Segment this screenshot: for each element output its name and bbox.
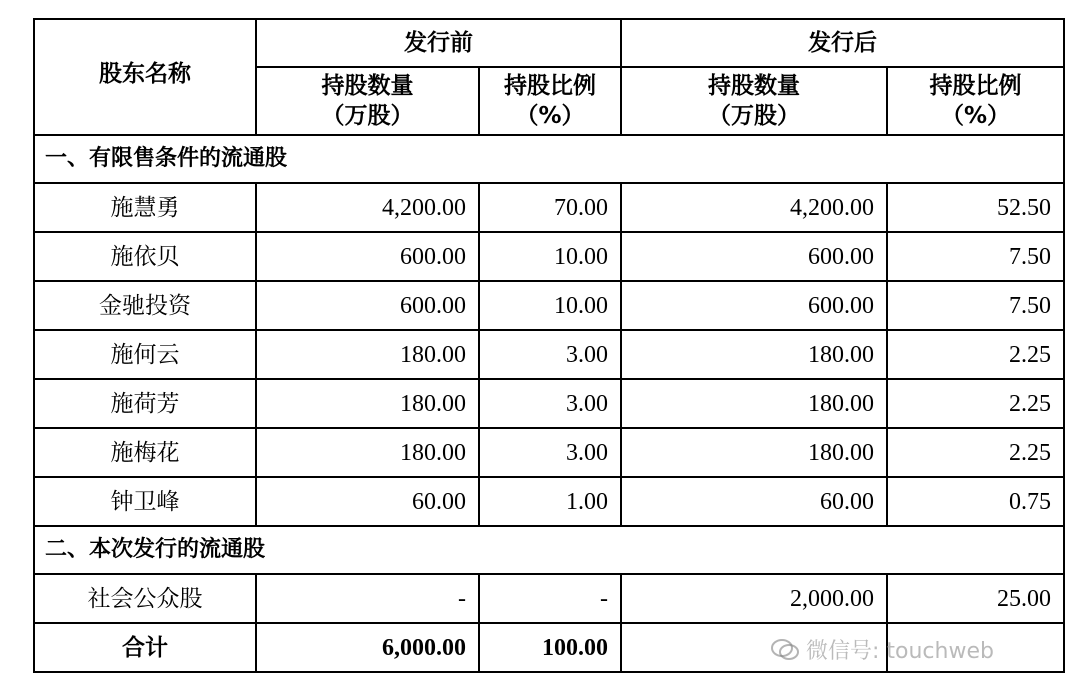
total-after-pct bbox=[887, 623, 1064, 672]
header-after-pct-line2: （%） bbox=[940, 103, 1011, 129]
header-before-pct-line1: 持股比例 bbox=[504, 73, 596, 99]
table-row bbox=[34, 281, 1064, 330]
row-before-pct: 3.00 bbox=[479, 379, 621, 428]
row-name: 施何云 bbox=[34, 330, 256, 379]
row-after-qty: 600.00 bbox=[621, 232, 887, 281]
row-before-qty: 600.00 bbox=[256, 232, 479, 281]
row-after-pct: 25.00 bbox=[887, 574, 1064, 623]
row-after-pct: 2.25 bbox=[887, 428, 1064, 477]
total-after-qty bbox=[621, 623, 887, 672]
watermark-text: 微信号: touchweb bbox=[806, 639, 994, 664]
header-after-qty-line1: 持股数量 bbox=[708, 73, 800, 99]
header-before-qty bbox=[256, 67, 479, 135]
table-row bbox=[34, 330, 1064, 379]
section-row-new-issue bbox=[34, 526, 1064, 574]
row-name: 施荷芳 bbox=[34, 379, 256, 428]
table-row bbox=[34, 183, 1064, 232]
table-row bbox=[34, 232, 1064, 281]
row-after-pct: 52.50 bbox=[887, 183, 1064, 232]
header-shareholder-name bbox=[34, 19, 256, 135]
row-after-qty: 180.00 bbox=[621, 428, 887, 477]
table-row bbox=[34, 477, 1064, 526]
total-before-pct: 100.00 bbox=[479, 623, 621, 672]
total-before-qty: 6,000.00 bbox=[256, 623, 479, 672]
table-row bbox=[34, 379, 1064, 428]
row-before-pct: - bbox=[479, 574, 621, 623]
table-row bbox=[34, 428, 1064, 477]
row-before-qty: 180.00 bbox=[256, 330, 479, 379]
row-before-qty: 4,200.00 bbox=[256, 183, 479, 232]
row-before-pct: 70.00 bbox=[479, 183, 621, 232]
table-row-total bbox=[34, 623, 1064, 672]
row-after-qty: 60.00 bbox=[621, 477, 887, 526]
row-before-pct: 3.00 bbox=[479, 428, 621, 477]
total-label: 合计 bbox=[34, 623, 256, 672]
header-before-issue: 发行前 bbox=[256, 19, 621, 67]
row-name: 施慧勇 bbox=[34, 183, 256, 232]
row-before-pct: 10.00 bbox=[479, 232, 621, 281]
header-before-pct bbox=[479, 67, 621, 135]
row-before-pct: 10.00 bbox=[479, 281, 621, 330]
row-after-qty: 180.00 bbox=[621, 330, 887, 379]
header-after-pct-line1: 持股比例 bbox=[929, 73, 1022, 99]
row-after-pct: 2.25 bbox=[887, 379, 1064, 428]
header-after-issue: 发行后 bbox=[621, 19, 1064, 67]
row-after-qty: 180.00 bbox=[621, 379, 887, 428]
header-after-pct bbox=[887, 67, 1064, 135]
row-name: 社会公众股 bbox=[34, 574, 256, 623]
row-after-pct: 7.50 bbox=[887, 232, 1064, 281]
row-name: 金驰投资 bbox=[34, 281, 256, 330]
row-name: 施依贝 bbox=[34, 232, 256, 281]
section-row-restricted bbox=[34, 135, 1064, 183]
row-before-pct: 3.00 bbox=[479, 330, 621, 379]
header-after-qty bbox=[621, 67, 887, 135]
header-before-qty-line1: 持股数量 bbox=[321, 73, 414, 99]
header-before-pct-line2: （%） bbox=[515, 103, 585, 129]
row-before-qty: - bbox=[256, 574, 479, 623]
table-row-public bbox=[34, 574, 1064, 623]
row-name: 施梅花 bbox=[34, 428, 256, 477]
row-after-qty: 2,000.00 bbox=[621, 574, 887, 623]
row-after-pct: 7.50 bbox=[887, 281, 1064, 330]
row-after-pct: 2.25 bbox=[887, 330, 1064, 379]
row-before-qty: 60.00 bbox=[256, 477, 479, 526]
header-shareholder-name-text: 股东名称 bbox=[99, 61, 191, 87]
row-before-qty: 180.00 bbox=[256, 428, 479, 477]
row-after-qty: 600.00 bbox=[621, 281, 887, 330]
section-title-new-issue: 二、本次发行的流通股 bbox=[34, 526, 1064, 574]
row-before-pct: 1.00 bbox=[479, 477, 621, 526]
header-after-qty-line2: （万股） bbox=[708, 103, 800, 129]
shareholding-table bbox=[33, 18, 1065, 673]
row-after-qty: 4,200.00 bbox=[621, 183, 887, 232]
row-before-qty: 180.00 bbox=[256, 379, 479, 428]
header-row-top bbox=[34, 19, 1064, 67]
section-title-restricted: 一、有限售条件的流通股 bbox=[34, 135, 1064, 183]
row-before-qty: 600.00 bbox=[256, 281, 479, 330]
row-after-pct: 0.75 bbox=[887, 477, 1064, 526]
row-name: 钟卫峰 bbox=[34, 477, 256, 526]
header-before-qty-line2: （万股） bbox=[321, 103, 414, 129]
